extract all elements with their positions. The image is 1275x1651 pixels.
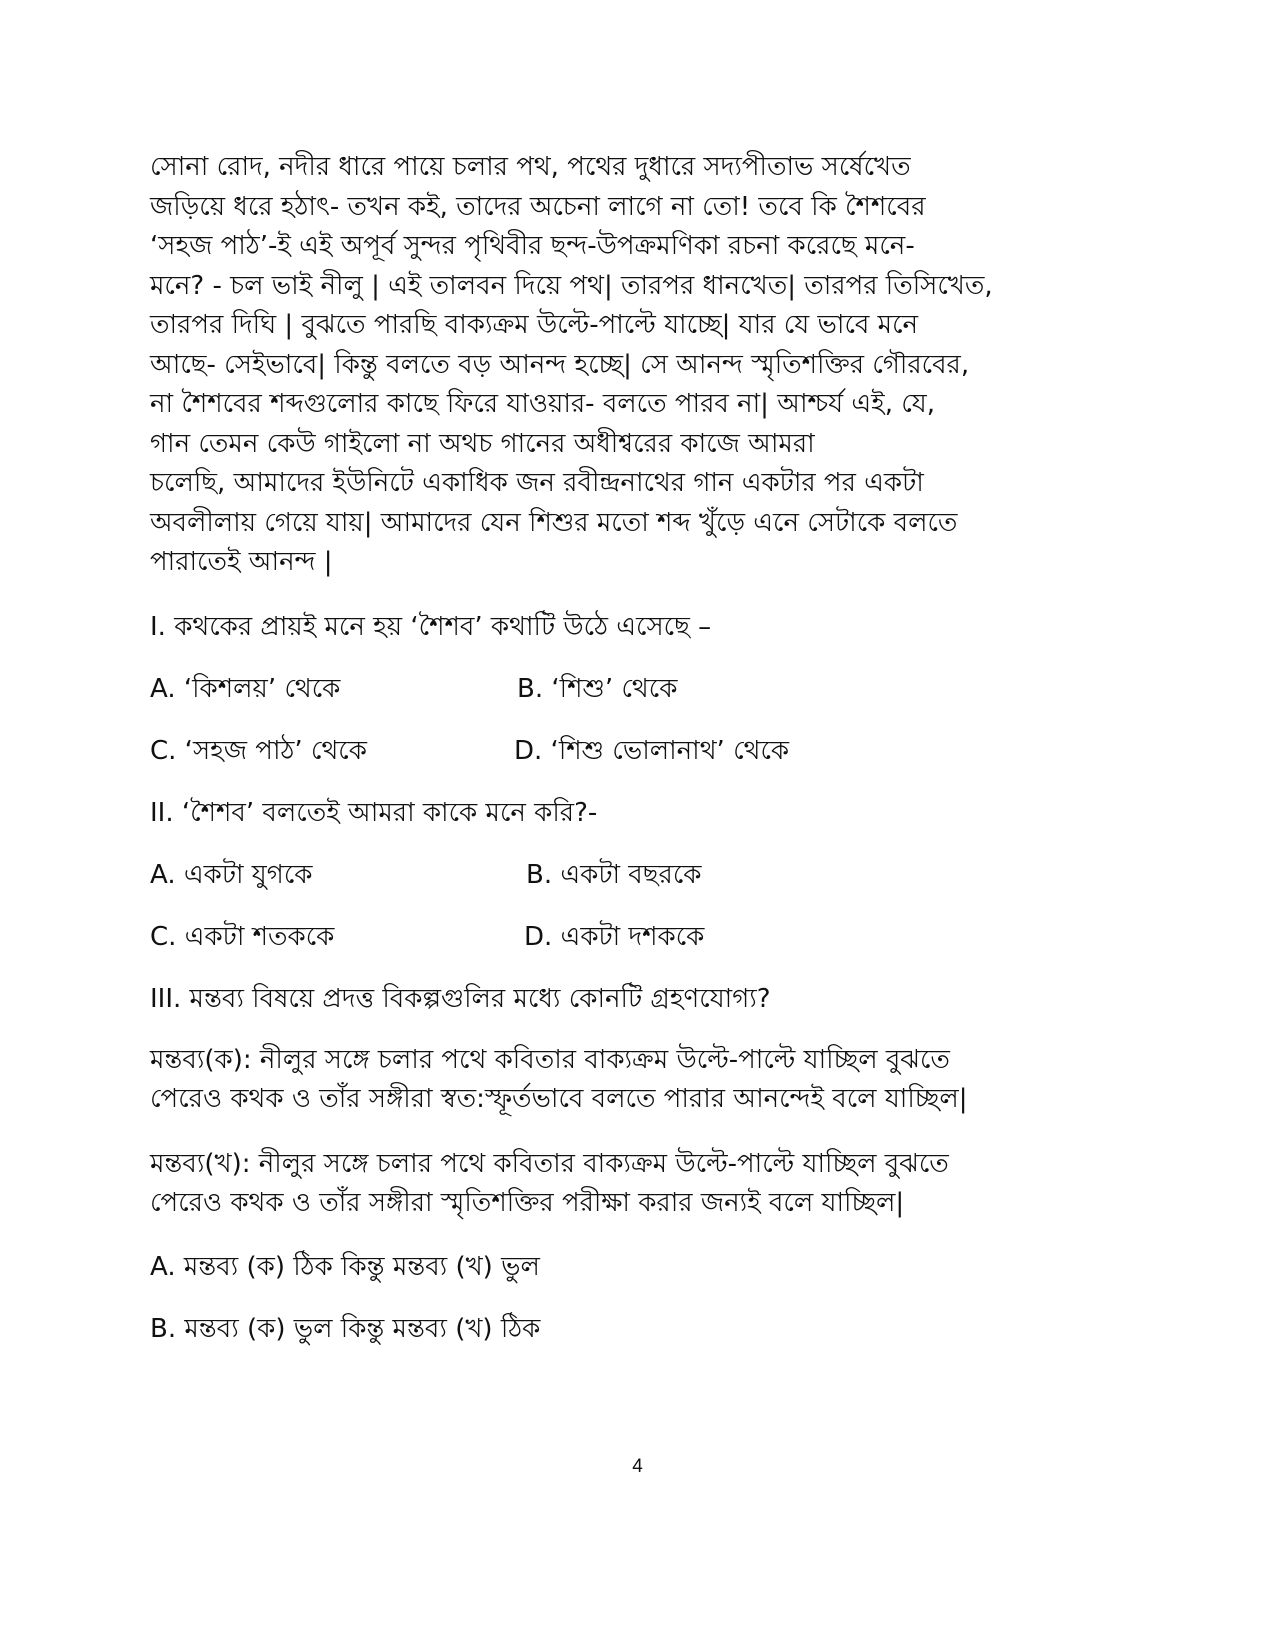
passage-line: সোনা রোদ, নদীর ধারে পায়ে চলার পথ, পথের দুধারে সদ্যপীতাভ সর্ষেখেত [150, 152, 911, 182]
passage-line: তারপর দিঘি | বুঝতে পারছি বাক্যক্রম উল্টে-পাল্টে যাচ্ছে| যার যে ভাবে মনে [150, 310, 919, 340]
question-1-option-a: A. ‘কিশলয়’ থেকে [150, 673, 341, 704]
question-2-text: II. ‘শৈশব’ বলতেই আমরা কাকে মনে করি?- [150, 797, 598, 828]
page-number: 4 [632, 1456, 643, 1477]
comment-kha [150, 1145, 1130, 1223]
question-2-option-b: B. একটা বছরকে [526, 859, 702, 890]
passage-line: মনে? - চল ভাই নীলু | এই তালবন দিয়ে পথ| তারপর ধানখেত| তারপর তিসিখেত, [150, 270, 993, 301]
question-1-option-b: B. ‘শিশু’ থেকে [517, 673, 678, 704]
passage-line: গান তেমন কেউ গাইলো না অথচ গানের অধীশ্বরের কাজে আমরা [150, 428, 815, 459]
passage-line: পারাতেই আনন্দ | [150, 547, 333, 577]
passage-line: চলেছি, আমাদের ইউনিটে একাধিক জন রবীন্দ্রনাথের গান একটার পর একটা [150, 468, 924, 498]
passage [150, 148, 1130, 583]
question-1-options-row-2 [150, 735, 1130, 767]
question-3-option-b: B. মন্তব্য (ক) ভুল কিন্তু মন্তব্য (খ) ঠিক [150, 1313, 541, 1344]
comment-ka-line: মন্তব্য(ক): নীলুর সঙ্গে চলার পথে কবিতার বাক্যক্রম উল্টে-পাল্টে যাচ্ছিল বুঝতে [150, 1044, 950, 1075]
comment-kha-line: পেরেও কথক ও তাঁর সঙ্গীরা স্মৃতিশক্তির পরীক্ষা করার জন্যই বলে যাচ্ছিল| [150, 1187, 905, 1218]
comment-ka [150, 1041, 1130, 1119]
question-1-option-c: C. ‘সহজ পাঠ’ থেকে [150, 735, 367, 766]
document-page [150, 148, 1130, 1345]
question-2-options-row-2 [150, 921, 1130, 953]
question-2-option-d: D. একটা দশককে [524, 921, 705, 952]
question-2-option-a: A. একটা যুগকে [150, 859, 313, 890]
passage-line: জড়িয়ে ধরে হঠাৎ- তখন কই, তাদের অচেনা লাগে না তো! তবে কি শৈশবের [150, 191, 926, 222]
question-2-options-row-1 [150, 859, 1130, 891]
question-1-options-row-1 [150, 673, 1130, 705]
passage-line: না শৈশবের শব্দগুলোর কাছে ফিরে যাওয়ার- বলতে পারব না| আশ্চর্য এই, যে, [150, 389, 936, 419]
question-3-option-a: A. মন্তব্য (ক) ঠিক কিন্তু মন্তব্য (খ) ভুল [150, 1251, 540, 1282]
comment-kha-line: মন্তব্য(খ): নীলুর সঙ্গে চলার পথে কবিতার বাক্যক্রম উল্টে-পাল্টে যাচ্ছিল বুঝতে [150, 1148, 949, 1179]
question-2-option-c: C. একটা শতককে [150, 921, 335, 952]
passage-line: ‘সহজ পাঠ’-ই এই অপূর্ব সুন্দর পৃথিবীর ছন্দ-উপক্রমণিকা রচনা করেছে মনে- [150, 231, 915, 261]
question-1-option-d: D. ‘শিশু ভোলানাথ’ থেকে [514, 735, 790, 766]
comment-ka-line: পেরেও কথক ও তাঁর সঙ্গীরা স্বত:স্ফূর্তভাবে বলতে পারার আনন্দেই বলে যাচ্ছিল| [150, 1083, 968, 1114]
question-3-text: III. মন্তব্য বিষয়ে প্রদত্ত বিকল্পগুলির মধ্যে কোনটি গ্রহণযোগ্য? [150, 983, 771, 1014]
passage-line: আছে- সেইভাবে| কিন্তু বলতে বড় আনন্দ হচ্ছে| সে আনন্দ স্মৃতিশক্তির গৌরবের, [150, 349, 970, 380]
question-1-text: I. কথকের প্রায়ই মনে হয় ‘শৈশব’ কথাটি উঠে এসেছে – [150, 611, 712, 642]
passage-line: অবলীলায় গেয়ে যায়| আমাদের যেন শিশুর মতো শব্দ খুঁড়ে এনে সেটাকে বলতে [150, 507, 958, 538]
